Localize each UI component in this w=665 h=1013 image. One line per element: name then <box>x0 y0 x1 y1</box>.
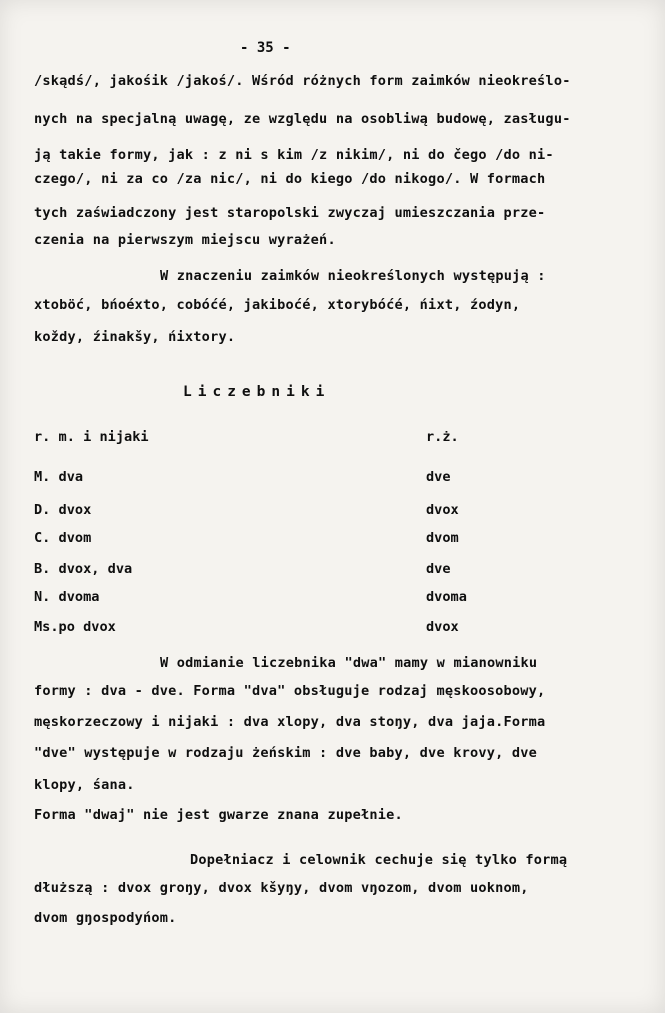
paragraph-1-line-1: /skądś/, jakośik /jakoś/. Wśród różnych form zaimków nieokreślo- <box>34 73 571 89</box>
table-row-right: dve <box>426 561 451 577</box>
paragraph-3-line-1: W odmianie liczebnika "dwa" mamy w mianowniku <box>160 655 538 671</box>
paragraph-5-line-1: Dopełniacz i celownik cechuje się tylko formą <box>190 852 568 868</box>
paragraph-1-line-2: nych na specjalną uwagę, ze względu na osobliwą budowę, zasługu- <box>34 111 571 127</box>
table-row-left: Ms.po dvox <box>34 619 116 635</box>
paragraph-1-line-3: ją takie formy, jak : z ni s kim /z nikim/, ni do čego /do ni- <box>34 147 554 163</box>
table-row-left: N. dvoma <box>34 589 100 605</box>
paragraph-5-line-2: dłuższą : dvox groŋy, dvox kšyŋy, dvom vŋozom, dvom uoknom, <box>34 880 529 896</box>
paragraph-3-line-3: męskorzeczowy i nijaki : dva xlopy, dva stoŋy, dva jaja.Forma <box>34 714 546 730</box>
paragraph-1-line-6: czenia na pierwszym miejscu wyrażeń. <box>34 232 336 248</box>
table-row-right: dve <box>426 469 451 485</box>
page-number: - 35 - <box>240 40 291 56</box>
table-row-right: dvox <box>426 502 459 518</box>
paragraph-3-line-5: klopy, śana. <box>34 777 135 793</box>
table-row-left: M. dva <box>34 469 84 485</box>
table-row-right: dvoma <box>426 589 467 605</box>
paragraph-3-line-2: formy : dva - dve. Forma "dva" obsługuje rodzaj męskoosobowy, <box>34 683 546 699</box>
paragraph-2-line-1: W znaczeniu zaimków nieokreślonych występują : <box>160 268 546 284</box>
section-heading: Liczebniki <box>183 384 331 400</box>
table-row-left: C. dvom <box>34 530 92 546</box>
table-row-left: D. dvox <box>34 502 92 518</box>
paragraph-2-line-2: xtoböć, bńoéxto, cobóćé, jakiboćé, xtorybóćé, ńixt, źodyn, <box>34 297 521 313</box>
paragraph-1-line-4: czego/, ni za co /za nic/, ni do kiego /do nikogo/. W formach <box>34 171 546 187</box>
table-row-left: B. dvox, dva <box>34 561 133 577</box>
paragraph-5-line-3: dvom gŋospodyńom. <box>34 910 177 926</box>
table-row-right: dvom <box>426 530 459 546</box>
paragraph-2-line-3: koždy, źinakšy, ńixtory. <box>34 329 236 345</box>
paragraph-4: Forma "dwaj" nie jest gwarze znana zupełnie. <box>34 807 403 823</box>
table-left-header: r. m. i nijaki <box>34 429 149 445</box>
table-row-right: dvox <box>426 619 459 635</box>
table-right-header: r.ż. <box>426 429 459 445</box>
paragraph-1-line-5: tych zaświadczony jest staropolski zwyczaj umieszczania prze- <box>34 205 546 221</box>
paragraph-3-line-4: "dve" występuje w rodzaju żeńskim : dve baby, dve krovy, dve <box>34 745 538 761</box>
